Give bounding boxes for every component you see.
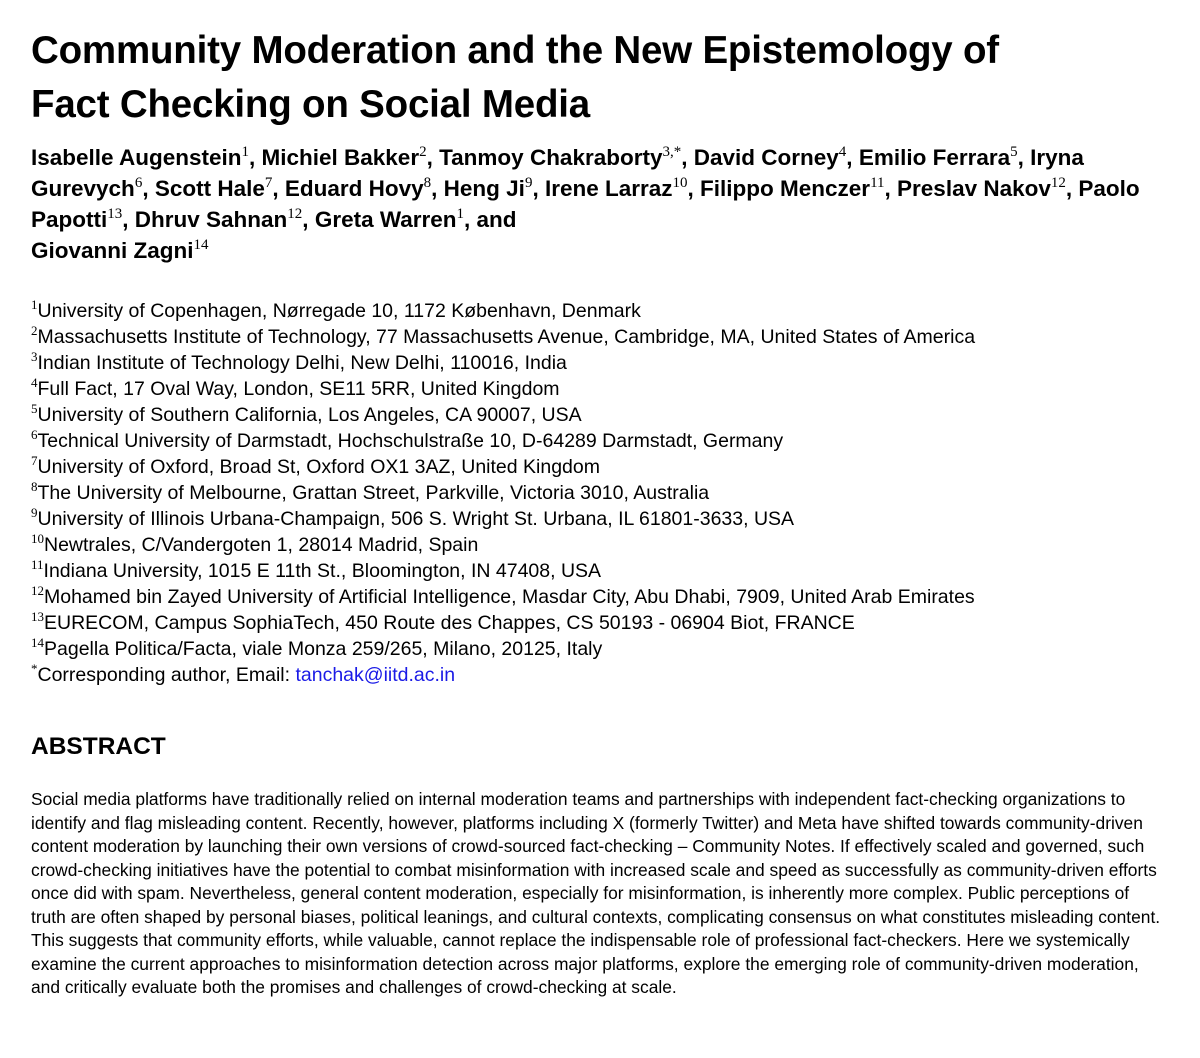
author: Eduard Hovy$^8$ (284, 175, 432, 201)
email-link[interactable]: tanchak@iitd.ac.in (295, 664, 456, 686)
author: Emilio Ferrara$^5$ (858, 144, 1018, 170)
author: Heng Ji$^9$ (443, 175, 533, 201)
author: Filippo Menczer$^{11}$ (700, 175, 885, 201)
author: Greta Warren$^1$ (314, 206, 465, 232)
affiliation: $^{10}$Newtrales, C/Vandergoten 1, 28014 Madrid, Spain (31, 531, 479, 556)
paper-title (31, 24, 1171, 132)
abstract-heading: ABSTRACT (31, 733, 166, 760)
author: Preslav Nakov$^{12}$ (897, 175, 1066, 201)
affiliation: $^1$University of Copenhagen, Nørregade 10, 1172 København, Denmark (31, 297, 641, 322)
affiliation: $^{11}$Indiana University, 1015 E 11th St., Bloomington, IN 47408, USA (31, 557, 602, 582)
affiliation: $^8$The University of Melbourne, Grattan Street, Parkville, Victoria 3010, Australia (31, 479, 710, 504)
affiliation: $^9$University of Illinois Urbana-Champaign, 506 S. Wright St. Urbana, IL 61801-3633, USA (31, 505, 795, 530)
author-and: and (476, 207, 517, 232)
author: Iryna Gurevych$^6$ (31, 145, 1084, 201)
title-line-2: Fact Checking on Social Media (31, 83, 590, 126)
corresponding-author: *Corresponding author, Email: tanchak@iitd.ac.in (31, 661, 456, 686)
affiliation: $^3$Indian Institute of Technology Delhi, New Delhi, 110016, India (31, 349, 567, 374)
affiliation: $^2$Massachusetts Institute of Technology, 77 Massachusetts Avenue, Cambridge, MA, United States of America (31, 323, 976, 348)
abstract-text: Social media platforms have traditionally relied on internal moderation teams and partnerships with independent fact-checking organizations to identify and flag misleading content. Recently, however, platforms including X (formerly Twitter) and Meta have shifted towards community-driven content moderation by launching their own versions of crowd-sourced fact-checking – Community Notes. If effectively scaled and governed, such crowd-checking initiatives have the potential to combat misinformation with increased scale and speed as successfully as community-driven efforts once did with spam. Nevertheless, general content moderation, especially for misinformation, is inherently more complex. Public perceptions of truth are often shaped by personal biases, political leanings, and cultural contexts, complicating consensus on what constitutes misleading content. This suggests that community efforts, while valuable, cannot replace the indispensable role of professional fact-checkers. Here we systemically examine the current approaches to misinformation detection across major platforms, explore the emerging role of community-driven moderation, and critically evaluate both the promises and challenges of crowd-checking at scale. (31, 789, 1161, 997)
title-line-1: Community Moderation and the New Epistemology of (31, 29, 999, 72)
affiliation: $^{13}$EURECOM, Campus SophiaTech, 450 Route des Chappes, CS 50193 - 06904 Biot, FRANCE (31, 609, 855, 634)
affiliation: $^{14}$Pagella Politica/Facta, viale Monza 259/265, Milano, 20125, Italy (31, 635, 603, 660)
author: Paolo Papotti$^{13}$ (31, 176, 1140, 232)
author: Tanmoy Chakraborty$^{3,*}$ (439, 144, 682, 170)
author: Scott Hale$^7$ (154, 175, 273, 201)
author-list: Isabelle Augenstein$^1$, Michiel Bakker$^2$, Tanmoy Chakraborty$^{3,*}$, David Corney$^4$, Emilio Ferrara$^5$, Iryna Gurevych$^6$, Scott Hale$^7$, Eduard Hovy$^8$, Heng Ji$^9$, Irene Larraz$^{10}$, Filippo Menczer$^{11}$, Preslav Nakov$^{12}$, Paolo Papotti$^{13}$, Dhruv Sahnan$^{12}$, Greta Warren$^1$, and Giovanni Zagni$^{14}$ (31, 144, 1140, 263)
affiliation: $^{12}$Mohamed bin Zayed University of Artificial Intelligence, Masdar City, Abu Dhabi, 7909, United Arab Emirates (31, 583, 975, 608)
affiliation: $^6$Technical University of Darmstadt, Hochschulstraße 10, D-64289 Darmstadt, Germany (31, 427, 784, 452)
author: David Corney$^4$ (693, 144, 847, 170)
author: Giovanni Zagni$^{14}$ (31, 237, 209, 263)
author: Isabelle Augenstein$^1$ (31, 144, 249, 170)
author: Dhruv Sahnan$^{12}$ (134, 206, 303, 232)
affiliation: $^4$Full Fact, 17 Oval Way, London, SE11 5RR, United Kingdom (31, 375, 560, 400)
paper-page (31, 24, 1171, 1000)
affiliation-list (31, 298, 1171, 688)
author: Michiel Bakker$^2$ (261, 144, 427, 170)
author: Irene Larraz$^{10}$ (544, 175, 688, 201)
affiliation: $^7$University of Oxford, Broad St, Oxford OX1 3AZ, United Kingdom (31, 453, 600, 478)
affiliation: $^5$University of Southern California, Los Angeles, CA 90007, USA (31, 401, 582, 426)
